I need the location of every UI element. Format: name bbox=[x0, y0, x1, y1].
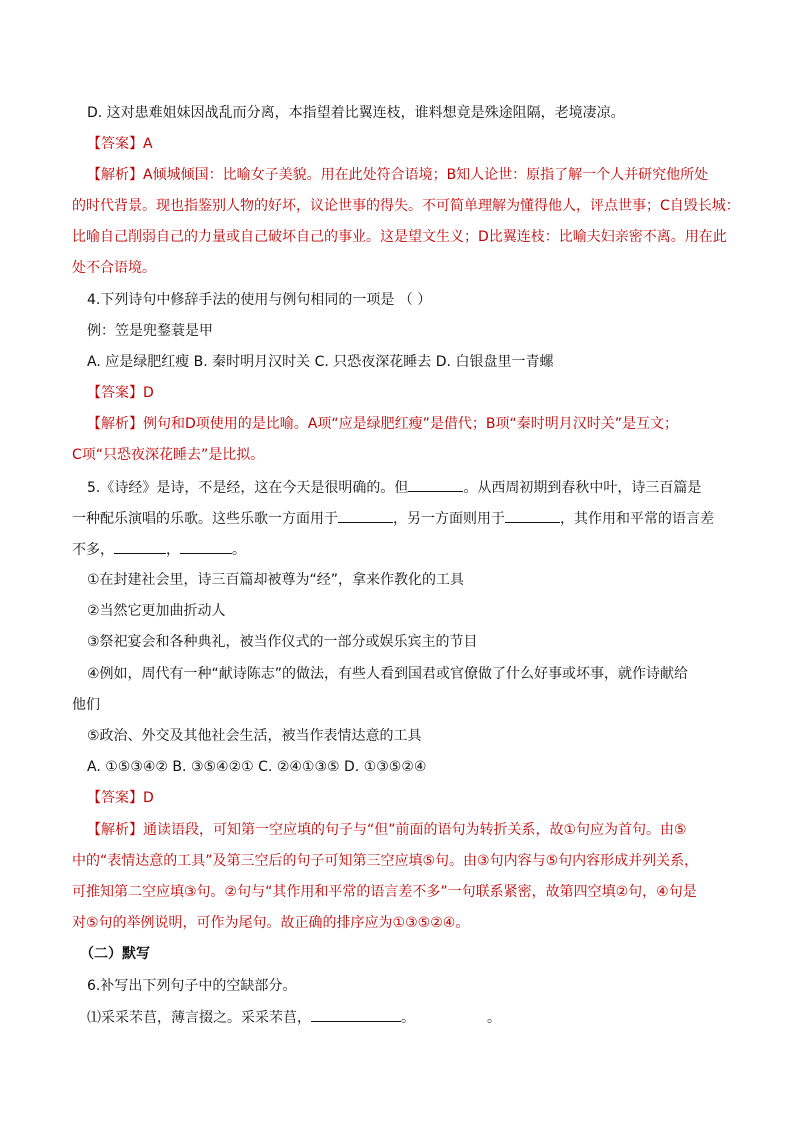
q4-options: A. 应是绿肥红瘦 B. 秦时明月汉时关 C. 只恐夜深花睡去 D. 白银盘里一青螺 bbox=[87, 354, 554, 370]
answer-value: D bbox=[143, 790, 154, 806]
stem-text: ， bbox=[166, 542, 180, 558]
stem-text: 。 bbox=[232, 542, 246, 558]
q5-item-5: ⑤政治、外交及其他社会生活，被当作表情达意的工具 bbox=[87, 728, 422, 744]
q3-analysis-line-2: 的时代背景。现也指鉴别人物的好坏，议论世事的得失。不可简单理解为懂得他人，评点世事；C自毁长城： bbox=[72, 198, 740, 214]
analysis-text: 例句和D项使用的是比喻。A项“应是绿肥红瘦”是借代；B项“秦时明月汉时关”是互文； bbox=[143, 416, 678, 432]
fill-blank bbox=[505, 508, 560, 523]
q5-stem-line-1 bbox=[87, 477, 701, 498]
q5-item-2: ②当然它更加曲折动人 bbox=[87, 603, 226, 619]
section-heading: （二）默写 bbox=[80, 946, 150, 962]
answer-tag: 【答案】 bbox=[87, 385, 143, 401]
q5-analysis-line-2: 中的“表情达意的工具”及第三空后的句子可知第三空应填⑤句。由③句内容与⑤句内容形成并列关系， bbox=[72, 853, 699, 869]
answer-tag: 【答案】 bbox=[87, 136, 143, 152]
analysis-text: A倾城倾国：比喻女子美貌。用在此处符合语境；B知人论世：原指了解一个人并研究他所处 bbox=[143, 167, 709, 183]
stem-text: 。从西周初期到春秋中叶，诗三百篇是 bbox=[463, 480, 702, 496]
q5-analysis-line-1 bbox=[87, 820, 687, 840]
stem-text: 不多， bbox=[72, 542, 114, 558]
analysis-text: 通读语段，可知第一空应填的句子与“但”前面的语句为转折关系，故①句应为首句。由⑤ bbox=[143, 822, 687, 838]
q5-item-4-cont: 他们 bbox=[72, 697, 100, 713]
q5-options: A. ①⑤③④② B. ③⑤④②① C. ②④①③⑤ D. ①③⑤②④ bbox=[87, 759, 427, 775]
answer-tag: 【答案】 bbox=[87, 790, 143, 806]
q4-example: 例：笠是兜鍪蓑是甲 bbox=[87, 323, 213, 339]
q5-stem-line-2 bbox=[72, 508, 714, 529]
fill-blank bbox=[114, 539, 166, 554]
stem-text: ，另一方面则用于 bbox=[393, 511, 505, 527]
q5-analysis-line-3: 可推知第二空应填③句。②句与“其作用和平常的语言差不多”一句联系紧密，故第四空填②句，④句是 bbox=[72, 884, 697, 900]
q3-option-d: D. 这对患难姐妹因战乱而分离，本指望着比翼连枝，谁料想竟是殊途阻隔，老境凄凉。 bbox=[87, 105, 625, 121]
stem-text: 。 bbox=[401, 1010, 415, 1026]
q5-stem-line-3 bbox=[72, 539, 246, 560]
fill-blank bbox=[180, 539, 232, 554]
analysis-tag: 【解析】 bbox=[87, 822, 143, 838]
answer-value: D bbox=[143, 385, 154, 401]
q3-analysis-line-3: 比喻自己削弱自己的力量或自己破坏自己的事业。这是望文生义；D比翼连枝：比喻夫妇亲密不离。用在此 bbox=[72, 229, 727, 245]
q5-analysis-line-4: 对⑤句的举例说明，可作为尾句。故正确的排序应为①③⑤②④。 bbox=[72, 915, 470, 931]
stem-text: 。 bbox=[487, 1010, 501, 1026]
q6-stem: 6.补写出下列句子中的空缺部分。 bbox=[87, 978, 297, 994]
analysis-tag: 【解析】 bbox=[87, 167, 143, 183]
q5-item-4: ④例如，周代有一种“献诗陈志”的做法，有些人看到国君或官僚做了什么好事或坏事，就作诗献给 bbox=[87, 666, 689, 682]
q3-analysis-line-1 bbox=[87, 165, 708, 185]
q6-item-1 bbox=[87, 1007, 501, 1028]
fill-blank bbox=[338, 508, 393, 523]
q4-stem: 4.下列诗句中修辞手法的使用与例句相同的一项是 （ ） bbox=[87, 292, 432, 308]
q3-answer-line bbox=[87, 134, 153, 154]
answer-value: A bbox=[143, 136, 153, 152]
q4-answer-line bbox=[87, 383, 154, 403]
stem-text: ，其作用和平常的语言差 bbox=[560, 511, 714, 527]
q5-answer-line bbox=[87, 788, 154, 808]
q3-analysis-line-4: 处不合语境。 bbox=[72, 260, 156, 276]
q5-item-3: ③祭祀宴会和各种典礼，被当作仪式的一部分或娱乐宾主的节目 bbox=[87, 634, 478, 650]
stem-text: ⑴采采芣苢，薄言掇之。采采芣苢， bbox=[87, 1010, 311, 1026]
q4-analysis-line-2: C项“只恐夜深花睡去”是比拟。 bbox=[72, 447, 265, 463]
stem-text: 一种配乐演唱的乐歌。这些乐歌一方面用于 bbox=[72, 511, 338, 527]
q5-item-1: ①在封建社会里，诗三百篇却被尊为“经”，拿来作教化的工具 bbox=[87, 572, 465, 588]
stem-text: 5.《诗经》是诗，不是经，这在今天是很明确的。但 bbox=[87, 480, 409, 496]
fill-blank bbox=[311, 1007, 401, 1022]
analysis-tag: 【解析】 bbox=[87, 416, 143, 432]
fill-blank bbox=[408, 477, 463, 492]
q4-analysis-line-1 bbox=[87, 414, 678, 434]
